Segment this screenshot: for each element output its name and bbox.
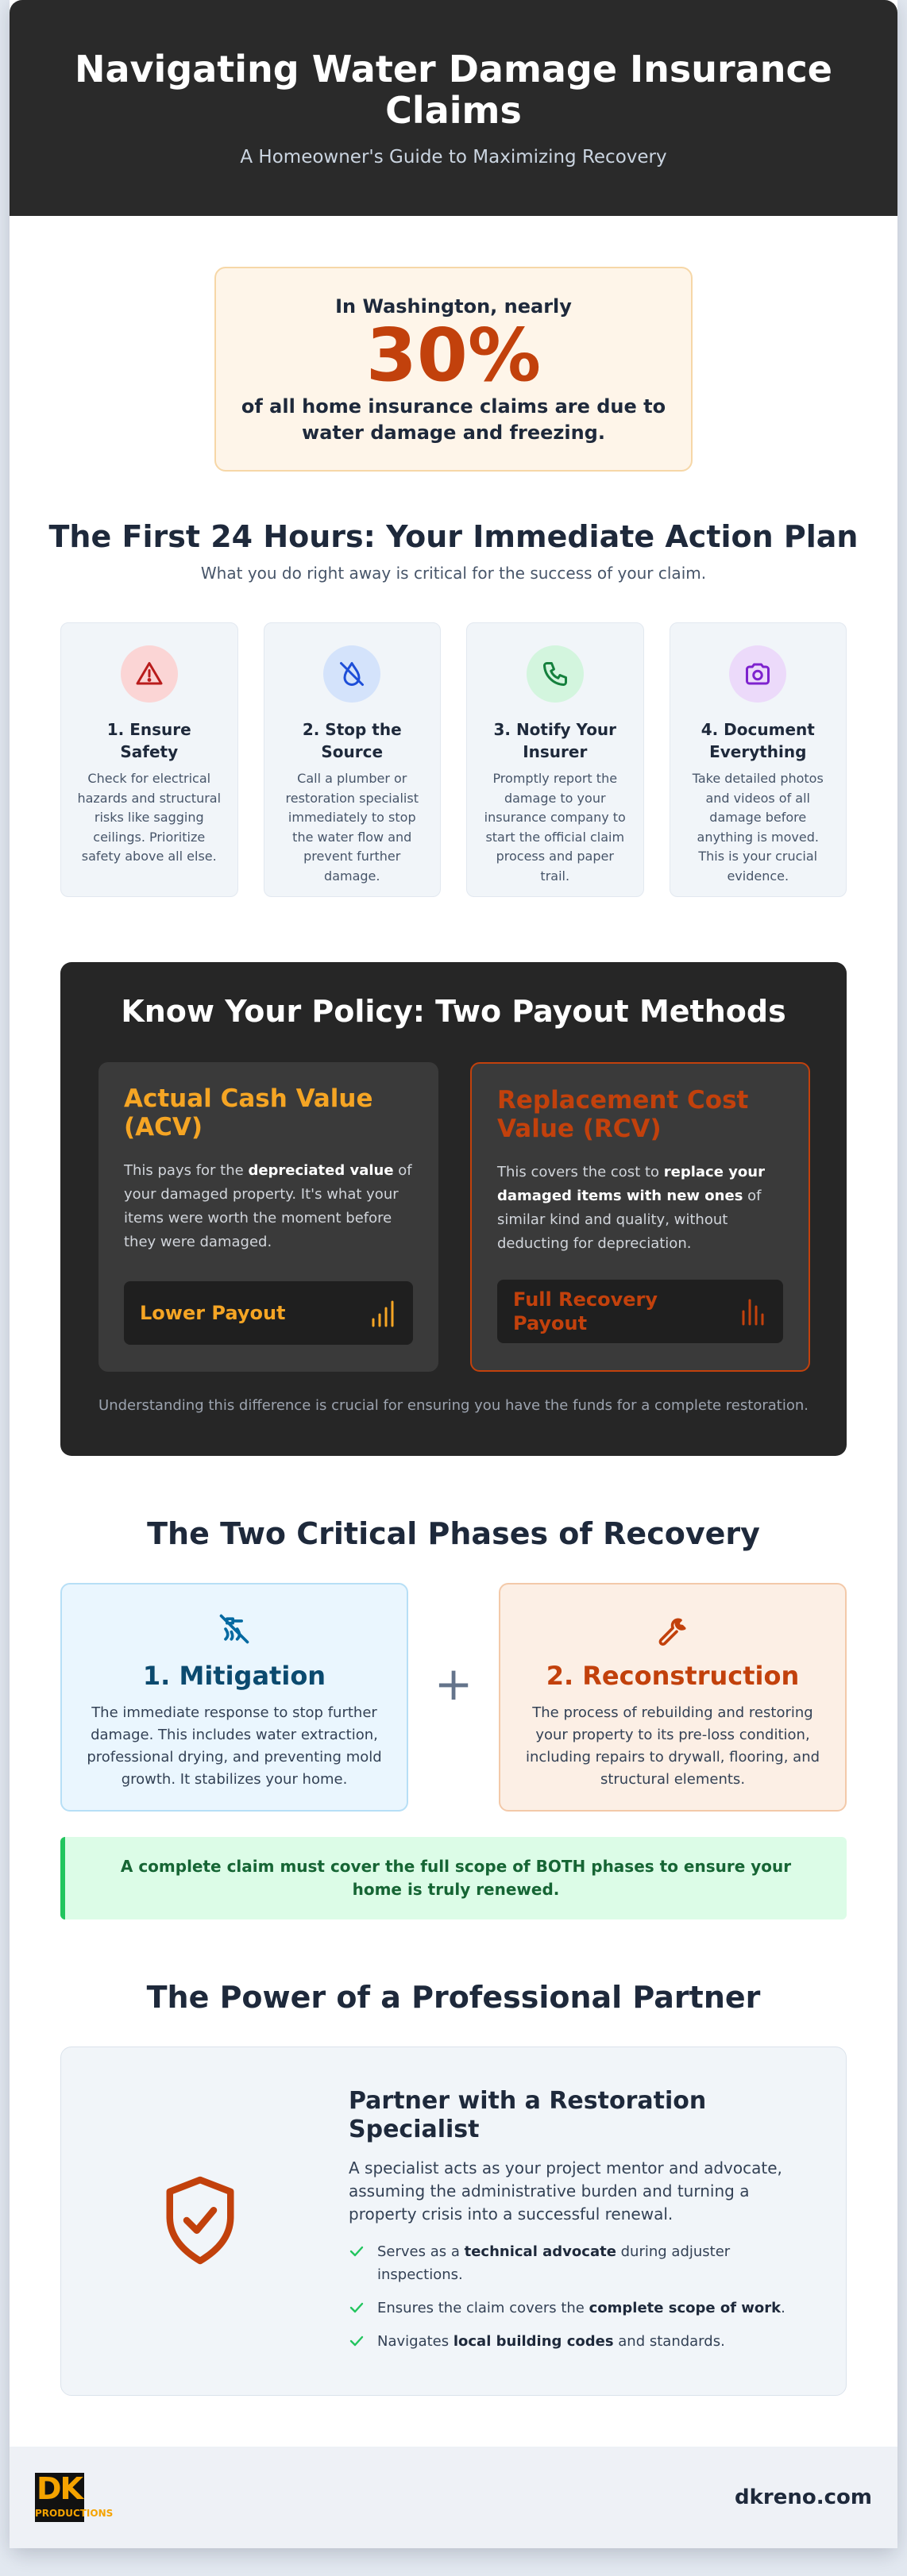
step-card-safety [60, 622, 238, 897]
reconstruction-card [499, 1583, 847, 1812]
stat-value: 30% [365, 313, 542, 398]
page-subtitle: A Homeowner's Guide to Maximizing Recovery [240, 147, 667, 167]
acv-payout-label: Lower Payout [140, 1302, 286, 1324]
acv-payout-box [124, 1281, 413, 1345]
rcv-title: Replacement Cost Value (RCV) [497, 1086, 749, 1143]
step-card-insurer [466, 622, 644, 897]
partner-benefits [349, 2240, 817, 2353]
bullet-part: during adjuster inspections. [377, 2243, 731, 2283]
page-header [10, 0, 897, 216]
infographic-page [10, 0, 897, 2548]
warning-icon [121, 645, 178, 703]
acv-desc-emphasis: depreciated value [248, 1162, 394, 1179]
check-icon [349, 2243, 365, 2259]
section-title-first-24: The First 24 Hours: Your Immediate Action Plan [48, 519, 859, 554]
list-item-text [377, 2330, 725, 2353]
partner-card [60, 2047, 847, 2396]
policy-title: Know Your Policy: Two Payout Methods [121, 994, 786, 1029]
reconstruction-title: 2. Reconstruction [546, 1661, 800, 1691]
check-icon [349, 2300, 365, 2316]
mitigation-title: 1. Mitigation [142, 1661, 326, 1691]
rcv-desc-part: This covers the cost to [497, 1164, 664, 1180]
rcv-description [497, 1161, 783, 1256]
action-steps [60, 622, 847, 897]
page-title: Navigating Water Damage Insurance Claims [74, 48, 832, 132]
plus-sign: + [434, 1657, 473, 1711]
rcv-desc-part: of similar kind and quality, without deducting for depreciation. [497, 1188, 762, 1252]
step-text: Take detailed photos and videos of all damage before anything is moved. This is your crucial evidence. [692, 771, 824, 884]
bullet-emphasis: technical advocate [464, 2243, 616, 2260]
website-link[interactable]: dkreno.com [735, 2486, 872, 2509]
section-subtitle-first-24: What you do right away is critical for the success of your claim. [200, 564, 707, 583]
bullet-part: Serves as a [377, 2243, 465, 2260]
partner-title: Partner with a Restoration Specialist [349, 2087, 707, 2143]
policy-note: Understanding this difference is crucial for ensuring you have the funds for a complete restoration. [98, 1397, 809, 1414]
step-title: 2. Stop the Source [302, 720, 402, 761]
step-text: Check for electrical hazards and structural risks like sagging ceilings. Prioritize safety above all else. [77, 771, 222, 864]
shield-check-icon [160, 2173, 241, 2268]
page-footer [10, 2447, 897, 2548]
section-title-partner: The Power of a Professional Partner [146, 1980, 761, 2015]
phone-icon [527, 645, 584, 703]
step-text: Promptly report the damage to your insurance company to start the official claim process and paper trail. [484, 771, 626, 884]
bullet-part: . [781, 2300, 785, 2316]
acv-card [98, 1062, 438, 1372]
list-item [349, 2297, 817, 2320]
rcv-payout-box [497, 1280, 783, 1343]
company-logo[interactable] [35, 2471, 114, 2522]
list-item [349, 2240, 817, 2286]
acv-description [124, 1159, 413, 1254]
logo-subtext: PRODUCTIONS [35, 2508, 114, 2519]
mitigation-card [60, 1583, 408, 1812]
camera-icon [729, 645, 786, 703]
check-icon [349, 2333, 365, 2349]
bullet-part: Navigates [377, 2333, 453, 2350]
reconstruction-text: The process of rebuilding and restoring your property to its pre-loss condition, including repairs to drywall, flooring, and structural elements. [525, 1704, 820, 1788]
bar-chart-icon [739, 1296, 767, 1327]
bullet-emphasis: local building codes [453, 2333, 614, 2350]
mitigation-text: The immediate response to stop further damage. This includes water extraction, professional drying, and preventing mold growth. It stabilizes your home. [87, 1704, 382, 1788]
section-title-phases: The Two Critical Phases of Recovery [147, 1516, 760, 1551]
list-item [349, 2330, 817, 2353]
acv-desc-part: This pays for the [124, 1162, 249, 1179]
logo-mark: DK [37, 2471, 82, 2506]
acv-desc-part: of your damaged property. It's what your items were worth the moment before they were damaged. [124, 1162, 412, 1250]
water-off-icon [217, 1611, 252, 1646]
step-card-source [264, 622, 442, 897]
bar-chart-icon [369, 1297, 397, 1329]
step-card-document [670, 622, 847, 897]
stat-pre-text: In Washington, nearly [335, 295, 572, 318]
step-title: 3. Notify Your Insurer [493, 720, 617, 761]
stat-callout [214, 267, 693, 472]
step-title: 1. Ensure Safety [106, 720, 191, 761]
bullet-emphasis: complete scope of work [589, 2300, 782, 2316]
scope-banner: A complete claim must cover the full scope of BOTH phases to ensure your home is truly renewed. [60, 1837, 847, 1919]
partner-content [349, 2087, 817, 2363]
step-title: 4. Document Everything [701, 720, 815, 761]
bullet-part: Ensures the claim covers the [377, 2300, 589, 2316]
policy-section [60, 962, 847, 1456]
stat-post-text: of all home insurance claims are due to water damage and freezing. [241, 395, 666, 444]
partner-lead: A specialist acts as your project mentor and advocate, assuming the administrative burden and turning a property crisis into a successful renewal. [349, 2158, 782, 2224]
list-item-text [377, 2297, 785, 2320]
list-item-text [377, 2240, 817, 2286]
wrench-icon [655, 1611, 690, 1646]
rcv-desc-emphasis: replace your damaged items with new ones [497, 1164, 765, 1204]
water-off-icon [323, 645, 380, 703]
acv-title: Actual Cash Value (ACV) [124, 1084, 373, 1142]
bullet-part: and standards. [613, 2333, 725, 2350]
step-text: Call a plumber or restoration specialist immediately to stop the water flow and prevent further damage. [285, 771, 419, 884]
rcv-payout-label: Full Recovery Payout [513, 1288, 658, 1334]
rcv-card [470, 1062, 810, 1372]
